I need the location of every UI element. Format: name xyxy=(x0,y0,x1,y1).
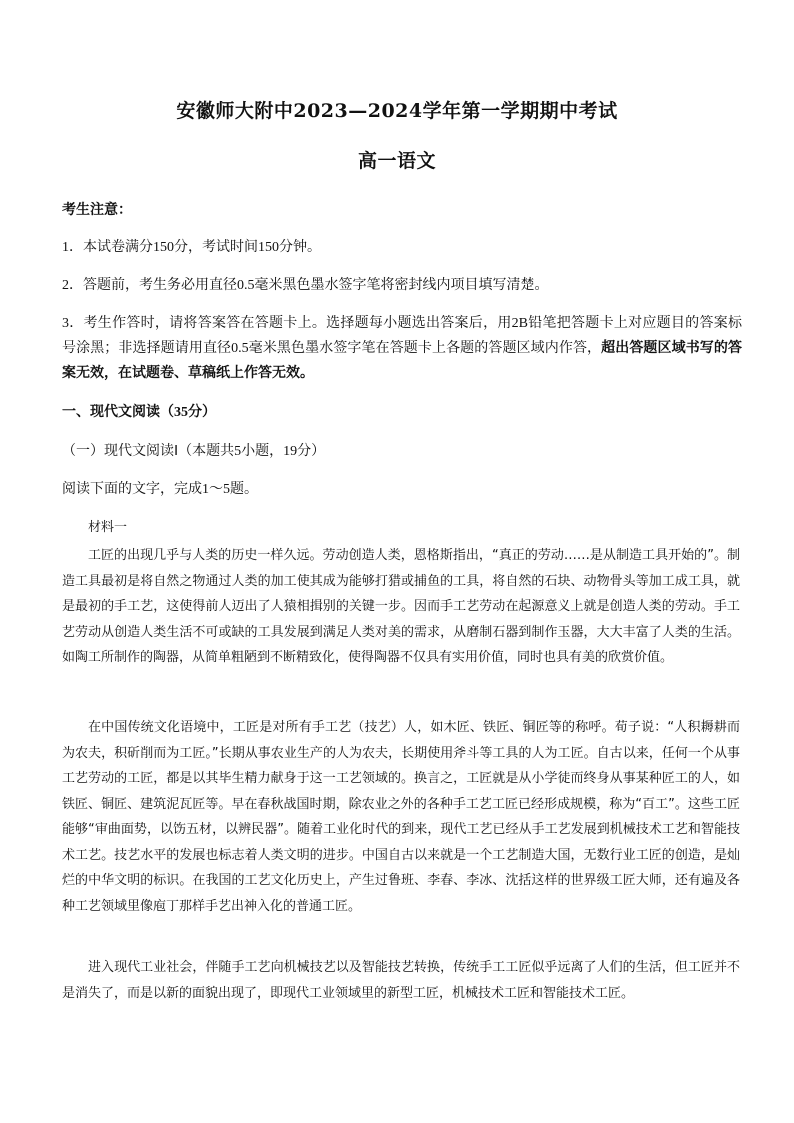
subject-title: 高一语文 xyxy=(357,150,436,172)
section-heading: 一、现代文阅读（35分） xyxy=(62,405,216,420)
material-label: 材料一 xyxy=(88,520,128,535)
material-paragraph: 进入现代工业社会，伴随手工艺向机械技艺以及智能技艺转换，传统手工工匠似乎远离了人们的生活，但工匠并不是消失了，而是以新的面貌出现了，即现代工业领域里的新型工匠，机械技术工匠和智能技术工匠。 xyxy=(62,960,740,1001)
notice-item-3 xyxy=(62,311,742,386)
notice-heading: 考生注意： xyxy=(62,203,132,218)
reading-instruction: 阅读下面的文字，完成1～5题。 xyxy=(62,482,258,497)
notice-item-2: 2．答题前，考生务必用直径0.5毫米黑色墨水签字笔将密封线内项目填写清楚。 xyxy=(62,278,549,293)
material-paragraph: 工匠的出现几乎与人类的历史一样久远。劳动创造人类，恩格斯指出，“真正的劳动……是从制造工具开始的”。制造工具最初是将自然之物通过人类的加工使其成为能够打猎或捕鱼的工具，将自然的石块、动物骨头等加工成工具，就是最初的手工艺，这使得前人迈出了人猿相揖别的关键一步。因而手工艺劳动在起源意义上就是创造人类的劳动。手工艺劳动从创造人类生活不可或缺的工具发展到满足人类对美的需求，从磨制石器到制作玉器，大大丰富了人类的生活。如陶工所制作的陶器，从简单粗陋到不断精致化，使得陶器不仅具有实用价值，同时也具有美的欣赏价值。 xyxy=(62,548,740,665)
exam-title: 安徽师大附中2023—2024学年第一学期期中考试 xyxy=(176,100,618,122)
notice-item-3-emphasis: 超出答题区域书写的答案无效，在试题卷、草稿纸上作答无效。 xyxy=(62,341,743,381)
notice-item-1: 1．本试卷满分150分，考试时间150分钟。 xyxy=(62,240,321,255)
material-paragraph: 在中国传统文化语境中，工匠是对所有手工艺（技艺）人，如木匠、铁匠、铜匠等的称呼。荀子说：“人积耨耕而为农夫，积斫削而为工匠。”长期从事农业生产的人为农夫，长期使用斧斗等工具的人为工匠。自古以来，任何一个从事工艺劳动的工匠，都是以其毕生精力献身于这一工艺领域的。换言之，工匠就是从小学徒而终身从事某种匠工的人，如铁匠、铜匠、建筑泥瓦匠等。早在春秋战国时期，除农业之外的各种手工艺工匠已经形成规模，称为“百工”。这些工匠能够“审曲面势，以饬五材，以辨民器”。随着工业化时代的到来，现代工艺已经从手工艺发展到机械技术工艺和智能技术工艺。技艺水平的发展也标志着人类文明的进步。中国自古以来就是一个工艺制造大国，无数行业工匠的创造，是灿烂的中华文明的标识。在我国的工艺文化历史上，产生过鲁班、李春、李冰、沈括这样的世界级工匠大师，还有遍及各种工艺领域里像庖丁那样手艺出神入化的普通工匠。 xyxy=(62,720,740,914)
notice-item-3-text: 3．考生作答时，请将答案答在答题卡上。选择题每小题选出答案后，用2B铅笔把答题卡上对应题目的答案标号涂黑；非选择题请用直径0.5毫米黑色墨水签字笔在答题卡上各题的答题区域内作答， xyxy=(62,316,742,356)
sub-section-heading: （一）现代文阅读Ⅰ（本题共5小题，19分） xyxy=(62,444,326,459)
